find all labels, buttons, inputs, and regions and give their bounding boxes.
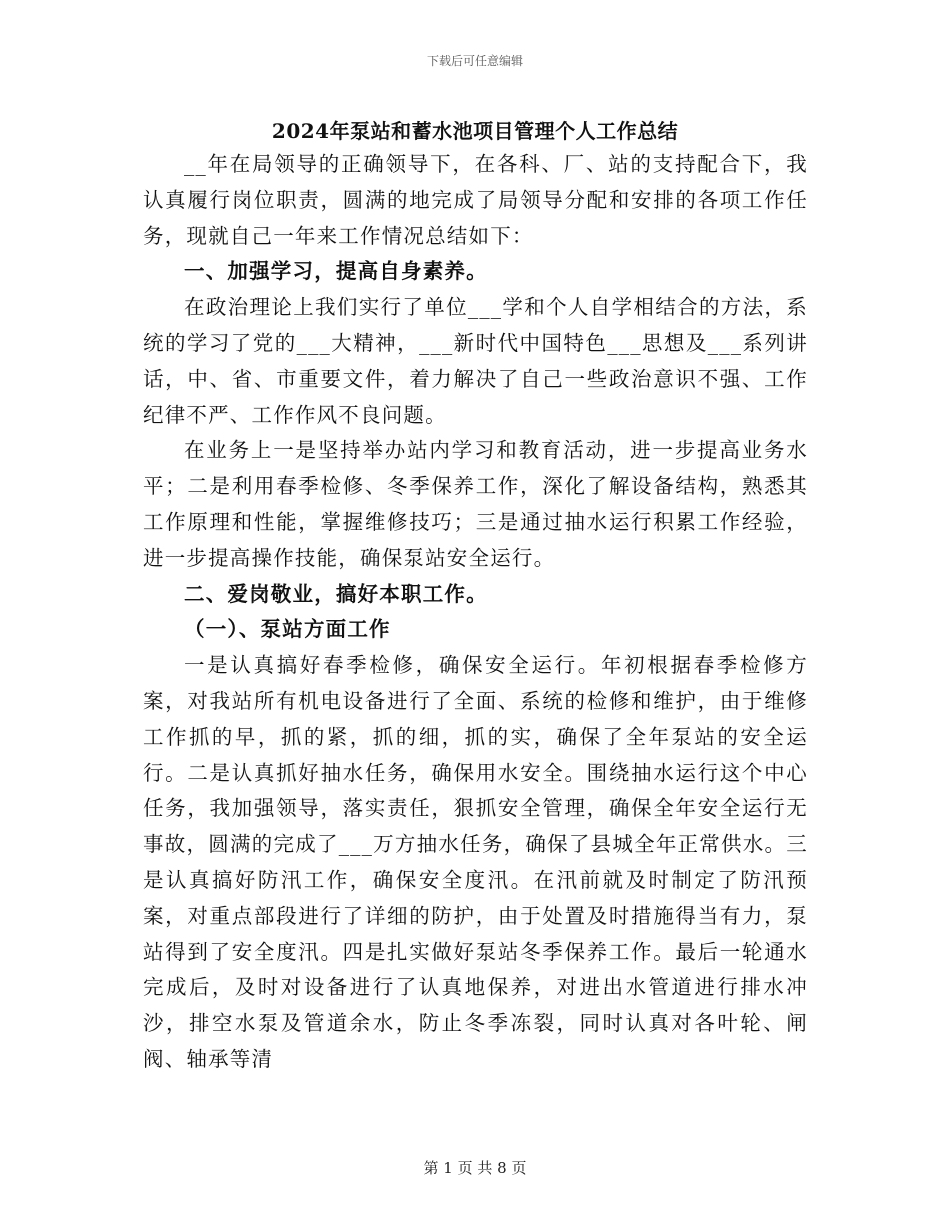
page-number: 第 1 页 共 8 页 xyxy=(423,1159,527,1177)
document-title: 2024年泵站和蓄水池项目管理个人工作总结 xyxy=(271,119,679,143)
body-paragraph: 在业务上一是坚持举办站内学习和教育活动，进一步提高业务水平；二是利用春季检修、冬季保养工作，深化了解设备结构，熟悉其工作原理和性能，掌握维修技巧；三是通过抽水运行积累工作经验，进一步提高操作技能，确保泵站安全运行。 xyxy=(143,438,808,570)
header-note: 下载后可任意编辑 xyxy=(426,54,523,68)
document-body xyxy=(143,147,808,1078)
body-paragraph: 一是认真搞好春季检修，确保安全运行。年初根据春季检修方案，对我站所有机电设备进行了全面、系统的检修和维护，由于维修工作抓的早，抓的紧，抓的细，抓的实，确保了全年泵站的安全运行。二是认真抓好抽水任务，确保用水安全。围绕抽水运行这个中心任务，我加强领导，落实责任，狠抓安全管理，确保全年安全运行无事故，圆满的完成了___万方抽水任务，确保了县城全年正常供水。三是认真搞好防汛工作，确保安全度汛。在汛前就及时制定了防汛预案，对重点部段进行了详细的防护，由于处置及时措施得当有力，泵站得到了安全度汛。四是扎实做好泵站冬季保养工作。最后一轮通水完成后，及时对设备进行了认真地保养，对进出水管道进行排水冲沙，排空水泵及管道余水，防止冬季冻裂，同时认真对各叶轮、闸阀、轴承等清 xyxy=(143,653,808,1071)
section-heading-1: 一、加强学习，提高自身素养。 xyxy=(184,259,488,284)
subsection-heading: （一）、泵站方面工作 xyxy=(184,617,391,642)
intro-paragraph: __年在局领导的正确领导下，在各科、厂、站的支持配合下，我认真履行岗位职责，圆满的地完成了局领导分配和安排的各项工作任务，现就自己一年来工作情况总结如下： xyxy=(143,152,808,248)
section-heading-2: 二、爱岗敬业，搞好本职工作。 xyxy=(184,581,488,606)
body-paragraph: 在政治理论上我们实行了单位___学和个人自学相结合的方法，系统的学习了党的___大精神，___新时代中国特色___思想及___系列讲话，中、省、市重要文件，着力解决了自己一些政治意识不强、工作纪律不严、工作作风不良问题。 xyxy=(143,295,808,427)
